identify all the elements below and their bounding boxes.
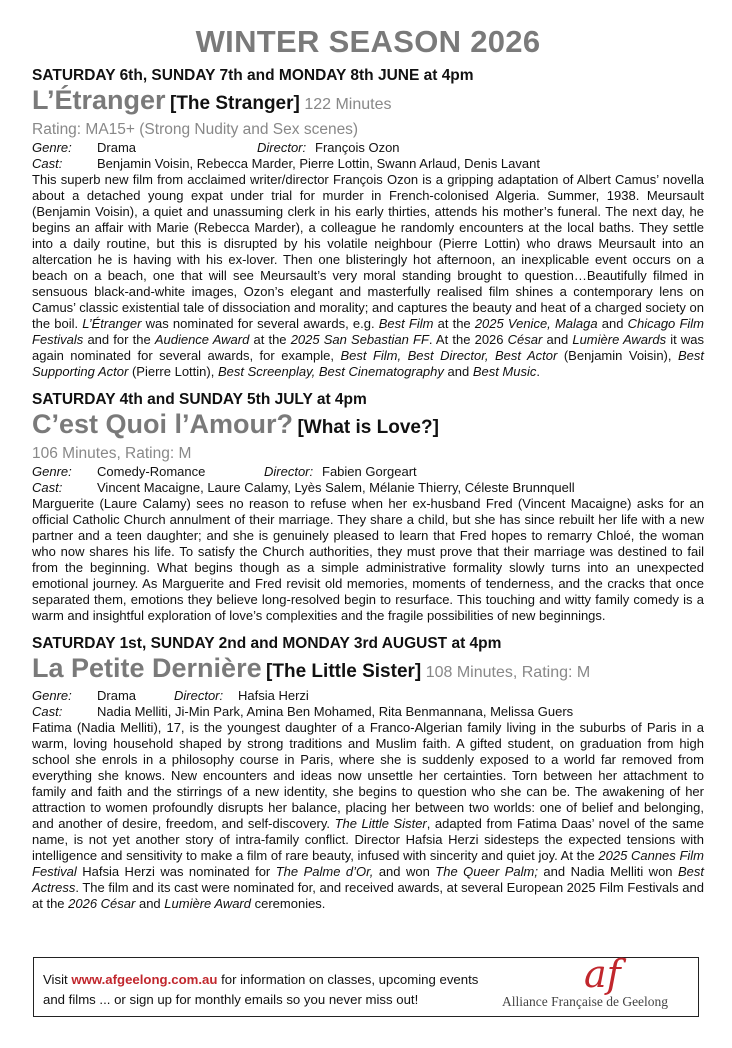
synopsis-text: (Benjamin Voisin), <box>557 348 678 363</box>
synopsis-text: and <box>135 896 165 911</box>
film-title: L’Étranger <box>32 85 166 115</box>
synopsis-emphasis: Lumière Awards <box>572 332 667 347</box>
synopsis-emphasis: Audience Award <box>154 332 250 347</box>
synopsis-text: and Nadia Melliti won <box>537 864 678 879</box>
director-value: Hafsia Herzi <box>238 688 309 703</box>
synopsis-text: . At the 2026 <box>428 332 508 347</box>
synopsis-text: and <box>443 364 473 379</box>
synopsis-emphasis: César <box>507 332 543 347</box>
genre-value: Drama <box>97 140 137 155</box>
rating: Rating: MA15+ (Strong Nudity and Sex scenes) <box>32 121 359 138</box>
genre-director-row <box>32 688 704 704</box>
synopsis-text: ceremonies. <box>251 896 326 911</box>
title-line <box>32 653 704 688</box>
cast-row <box>32 480 704 496</box>
synopsis-text: Marguerite (Laure Calamy) sees no reason to refuse when her ex-husband Fred (Vincent Macaigne) asks for an official Catholic Church annulment of their marriage. They share a child, but she has since rebuilt her life with a new partner and a teen daughter; and she is genuinely pleased to learn that Fred hopes to remarry Chloé, the woman who now shares his life. To satisfy the Church authorities, they must prove that their marriage was destined to fail from the beginning. What begins though as a simple administrative formality slowly turns into an unexpected emotional journey. As Marguerite and Fred revisit old memories, moments of tenderness, and the cracks that once separated them, emotions they believe long-resolved begin to resurface. This touching and witty family comedy is a warm and insightful exploration of love’s complexities and the fragile possibilities of new beginnings. <box>32 496 704 623</box>
synopsis <box>32 172 704 380</box>
season-title: WINTER SEASON 2026 <box>195 24 541 59</box>
director-value: Fabien Gorgeart <box>322 464 417 479</box>
synopsis-emphasis: The Palme d’Or, <box>275 864 374 879</box>
screening-dates: SATURDAY 4th and SUNDAY 5th JULY at 4pm <box>32 391 367 408</box>
screening-dates: SATURDAY 1st, SUNDAY 2nd and MONDAY 3rd AUGUST at 4pm <box>32 635 502 652</box>
synopsis-emphasis: Chicago Film Festivals <box>32 316 704 347</box>
english-title: [What is Love?] <box>297 417 439 438</box>
synopsis-text: at the <box>433 316 475 331</box>
synopsis-emphasis: Best Music <box>472 364 537 379</box>
genre-label: Genre: <box>32 140 72 155</box>
synopsis-emphasis: Lumière Award <box>164 896 251 911</box>
synopsis-text: and for the <box>83 332 155 347</box>
synopsis-text: it was again nominated for several awards, for example, <box>32 332 705 363</box>
cast-row <box>32 156 704 172</box>
footer-line1-rest: for information on classes, upcoming events <box>217 972 479 987</box>
synopsis-text: . The film and its cast were nominated for, and received awards, at several European 2025 Film Festivals and at the <box>32 880 704 911</box>
synopsis <box>32 496 704 624</box>
footer-visit: Visit <box>43 972 72 987</box>
duration-rating: 106 Minutes, Rating: M <box>32 445 192 462</box>
synopsis-emphasis: Best Actress <box>32 864 704 895</box>
synopsis-emphasis: Best Film <box>378 316 434 331</box>
film-listing-1 <box>32 66 704 380</box>
synopsis-text: . <box>536 364 541 379</box>
director-label: Director: <box>174 688 224 703</box>
screening-dates: SATURDAY 6th, SUNDAY 7th and MONDAY 8th JUNE at 4pm <box>32 67 474 84</box>
cast-label: Cast: <box>32 480 63 495</box>
synopsis-text: (Pierre Lottin), <box>128 364 218 379</box>
title-line <box>32 85 704 120</box>
synopsis-emphasis: The Little Sister <box>334 816 427 831</box>
synopsis-emphasis: Best Supporting Actor <box>32 348 704 379</box>
synopsis-emphasis: L’Étranger <box>82 316 142 331</box>
film-title: C’est Quoi l’Amour? <box>32 409 294 439</box>
cast-value: Nadia Melliti, Ji-Min Park, Amina Ben Mohamed, Rita Benmannana, Melissa Guers <box>97 704 574 719</box>
synopsis-emphasis: 2026 César <box>68 896 136 911</box>
english-title: [The Little Sister] <box>266 661 422 682</box>
cast-label: Cast: <box>32 156 63 171</box>
genre-value: Comedy-Romance <box>97 464 206 479</box>
af-logo-mark: af <box>584 952 621 996</box>
title-line <box>32 409 704 444</box>
alliance-francaise-logo <box>502 952 698 1016</box>
synopsis-text: at the <box>249 332 291 347</box>
film-listing-3 <box>32 634 704 912</box>
website-link[interactable]: www.afgeelong.com.au <box>71 972 218 987</box>
synopsis-emphasis: Best Film, Best Director, Best Actor <box>340 348 558 363</box>
footer-box <box>33 952 699 1017</box>
english-title: [The Stranger] <box>170 93 300 114</box>
synopsis-text: Fatima (Nadia Melliti), 17, is the youngest daughter of a Franco-Algerian family living in the suburbs of Paris in a warm, loving household shaped by strong traditions and Muslim faith. A gifted student, on graduation from high school she enrols in a philosophy course in Paris, where she is suddenly exposed to a world far removed from everything she knows. New encounters and ideas now unsettle her certainties. Torn between her attachment to family and faith and the stirrings of a new identity, she begins to question who she can be. The awakening of her attraction to women profoundly disrupts her balance, placing her between two worlds: one of belief and belonging, and another of desire, freedom, and self-discovery. <box>32 720 704 831</box>
genre-value: Drama <box>97 688 137 703</box>
genre-label: Genre: <box>32 688 72 703</box>
cast-label: Cast: <box>32 704 63 719</box>
logo-text: Alliance Française de Geelong <box>502 994 669 1009</box>
synopsis-text: Hafsia Herzi was nominated for <box>76 864 276 879</box>
synopsis-text: and won <box>373 864 436 879</box>
film-title: La Petite Dernière <box>32 653 262 683</box>
cast-value: Vincent Macaigne, Laure Calamy, Lyès Salem, Mélanie Thierry, Céleste Brunnquell <box>97 480 575 495</box>
synopsis <box>32 720 704 912</box>
synopsis-text: This superb new film from acclaimed writer/director François Ozon is a gripping adaptation of Albert Camus’ novella about a detached young expat under trial for murder in French-colonised Algeria. Summer, 1938. Meursault (Benjamin Voisin), a quiet and unassuming clerk in his early thirties, attends his mother’s funeral. The next day, he begins an affair with Marie (Rebecca Marder), a colleague he randomly encounters at the local baths. They settle into a daily routine, but this is disrupted by his volatile neighbour (Pierre Lottin) who draws Meursault into an altercation he is having with his ex-lover. Then one blisteringly hot afternoon, an inexplicable event occurs on a beach on a beach, one that will see Meursault’s very moral standing brought to question…Beautifully filmed in sensuous black-and-white images, Ozon’s elegant and masterfully realised film shines a contemporary lens on Camus’ classic existential tale of dissociation and morality; and captures the beauty and heat of a charged society on the boil. <box>32 172 704 331</box>
synopsis-text: and <box>542 332 573 347</box>
footer-line2: and films ... or sign up for monthly emails so you never miss out! <box>43 992 419 1007</box>
director-value: François Ozon <box>315 140 400 155</box>
synopsis-text: and <box>597 316 628 331</box>
synopsis-emphasis: 2025 Venice, Malaga <box>474 316 598 331</box>
cast-row <box>32 704 704 720</box>
film-listing-2 <box>32 390 704 624</box>
synopsis-text: , adapted from Fatima Daas’ novel of the same name, is not yet another story of intra-family conflict. Director Hafsia Herzi sidesteps the expected tensions with intelligence and sensitivity to make a film of rare beauty, infused with sincerity and quiet joy. At the <box>32 816 704 863</box>
synopsis-text: was nominated for several awards, e.g. <box>141 316 379 331</box>
duration: 122 Minutes <box>304 96 392 113</box>
director-label: Director: <box>257 140 307 155</box>
director-label: Director: <box>264 464 314 479</box>
synopsis-emphasis: Best Screenplay, Best Cinematography <box>217 364 444 379</box>
genre-label: Genre: <box>32 464 72 479</box>
genre-director-row <box>32 140 704 156</box>
synopsis-emphasis: 2025 Cannes Film Festival <box>32 848 705 879</box>
duration-rating: 108 Minutes, Rating: M <box>425 664 591 681</box>
cast-value: Benjamin Voisin, Rebecca Marder, Pierre Lottin, Swann Arlaud, Denis Lavant <box>97 156 540 171</box>
synopsis-emphasis: 2025 San Sebastian FF <box>290 332 429 347</box>
footer-message <box>43 970 523 1010</box>
synopsis-emphasis: The Queer Palm; <box>435 864 538 879</box>
genre-director-row <box>32 464 704 480</box>
